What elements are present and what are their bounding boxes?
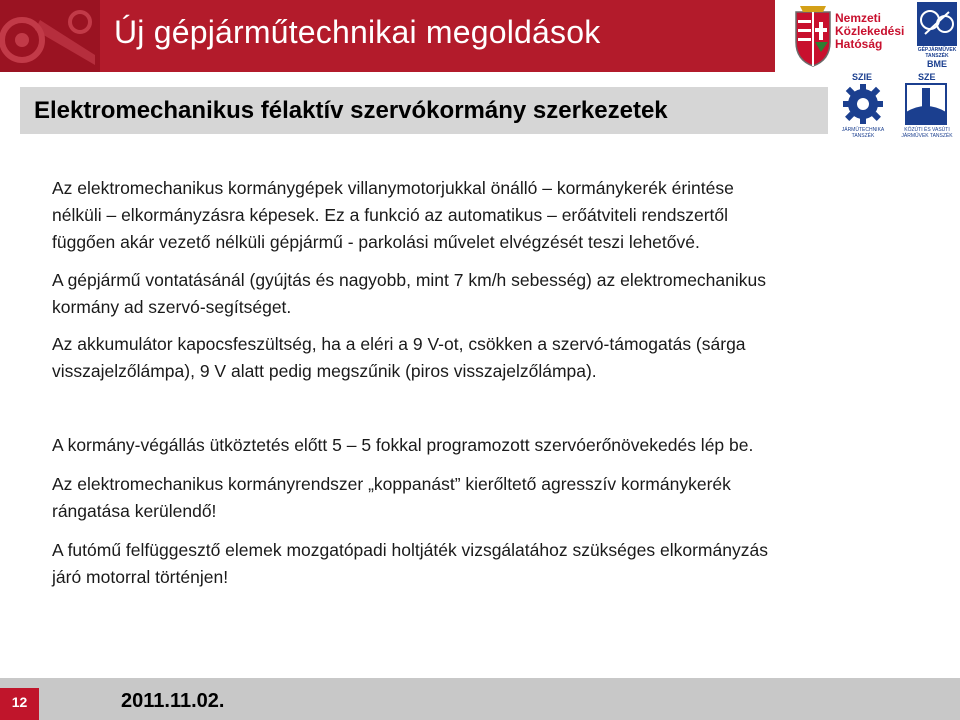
paragraph-4 [52,432,932,459]
paragraph-line: függően akár vezető nélküli gépjármű - parkolási művelet elvégzését teszi lehetővé. [52,232,700,252]
bme-logo-icon [917,2,957,46]
title-banner [0,0,960,72]
paragraph-line: Az elektromechanikus kormánygépek villanymotorjukkal önálló – kormánykerék érintése [52,178,734,198]
university-logos [832,72,960,144]
sze-emblem-icon [902,82,950,126]
logo-area [775,0,960,72]
paragraph-line: A gépjármű vontatásánál (gyújtás és nagyobb, mint 7 km/h sebesség) az elektromechanikus [52,270,766,290]
paragraph-line: rángatása kerülendő! [52,501,217,521]
sze-label: SZE [918,72,936,82]
gear-icon [838,82,888,126]
paragraph-line: visszajelzőlámpa), 9 V alatt pedig megszűnik (piros visszajelzőlámpa). [52,361,597,381]
paragraph-line: Az elektromechanikus kormányrendszer „koppanást” kierőltető agresszív kormánykerék [52,474,731,494]
paragraph-1 [52,175,932,256]
subtitle: Elektromechanikus félaktív szervókormány szerkezetek [34,97,668,124]
page-title: Új gépjárműtechnikai megoldások [114,14,601,50]
paragraph-6 [52,537,932,591]
paragraph-line: Az akkumulátor kapocsfeszültség, ha a eléri a 9 V-ot, csökken a szervó-támogatás (sárga [52,334,746,354]
sze-caption-2: JÁRMŰVEK TANSZÉK [901,133,953,139]
paragraph-line: A futómű felfüggesztő elemek mozgatópadi holtjáték vizsgálatához szükséges elkormányzás [52,540,768,560]
bme-line-3: BME [927,59,947,69]
paragraph-line: kormány ad szervó-segítséget. [52,297,292,317]
szie-label: SZIE [852,72,873,82]
szie-caption [834,127,892,139]
footer-date: 2011.11.02. [121,690,225,712]
nkh-line-1: Nemzeti [835,11,882,25]
bme-logo-text [913,47,960,69]
paragraph-5 [52,471,932,525]
paragraph-line: A kormány-végállás ütköztetés előtt 5 – 5 fokkal programozott szervóerőnövekedés lép be. [52,435,754,455]
szie-caption-1: JÁRMŰTECHNIKA [841,127,885,133]
bme-line-1: GÉPJÁRMŰVEK [917,47,957,53]
paragraph-line: járó motorral történjen! [52,567,229,587]
page-number: 12 [11,694,28,710]
sze-caption-1: KÖZÚTI ÉS VASÚTI [904,127,950,133]
szie-caption-2: TANSZÉK [851,133,875,139]
sze-caption [896,127,958,139]
nkh-line-3: Hatóság [835,37,883,51]
nkh-logo-text [835,12,904,51]
car-silhouette-icon [0,0,100,72]
paragraph-2 [52,267,932,321]
subtitle-bar [20,87,828,134]
nkh-line-2: Közlekedési [835,24,905,38]
paragraph-line: nélküli – elkormányzásra képesek. Ez a funkció az automatikus – erőátviteli rendszertől [52,205,729,225]
paragraph-3 [52,331,932,385]
bme-line-2: TANSZÉK [925,53,949,59]
